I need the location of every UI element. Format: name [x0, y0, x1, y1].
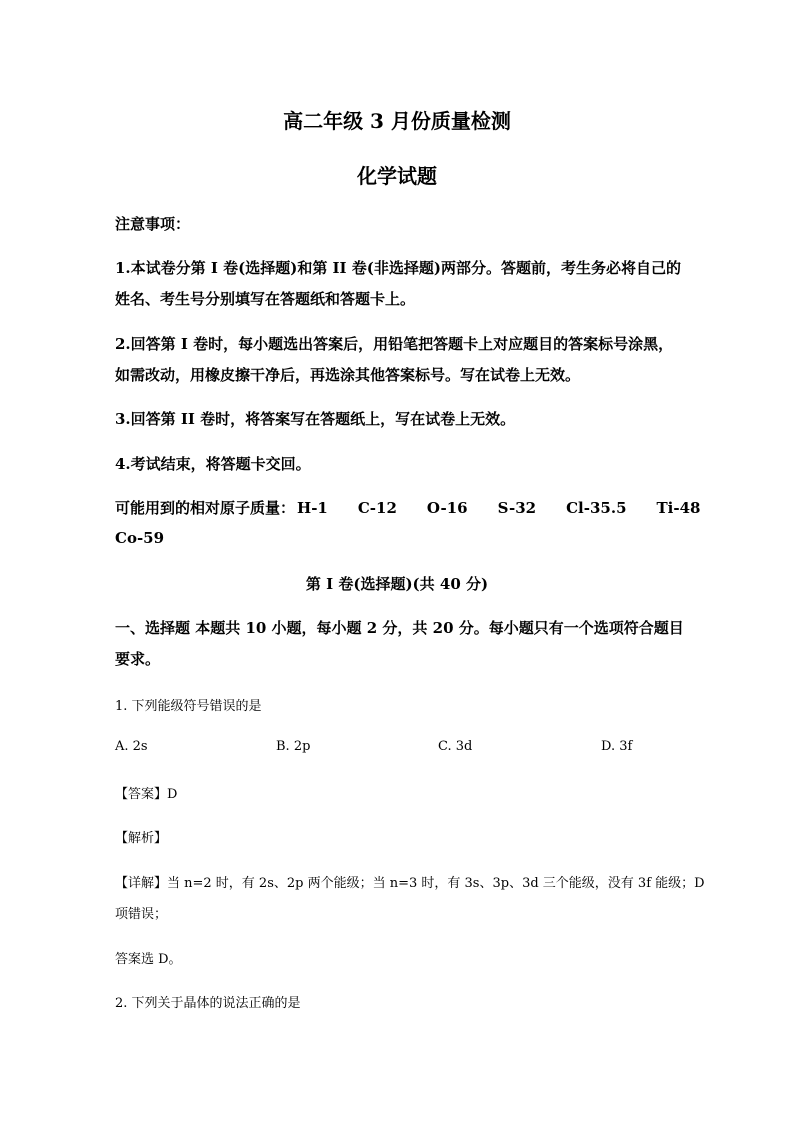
notice-item-4: 4.考试结束，将答题卡交回。	[115, 455, 311, 473]
section-instruction-line-1: 一、选择题 本题共 10 小题，每小题 2 分，共 20 分。每小题只有一个选项符合题目	[115, 619, 684, 637]
notice-heading: 注意事项：	[115, 215, 191, 233]
question-1-analysis-label: 【解析】	[115, 831, 168, 846]
question-1-option-a: A. 2s	[115, 739, 148, 754]
mass-ti: Ti-48	[656, 499, 701, 517]
notice-item-3: 3.回答第 II 卷时，将答案写在答题纸上，写在试卷上无效。	[115, 410, 516, 428]
notice-item-2-line-2: 如需改动，用橡皮擦干净后，再选涂其他答案标号。写在试卷上无效。	[115, 366, 581, 384]
section-title: 第 I 卷(选择题)(共 40 分)	[305, 575, 489, 593]
atomic-masses-label: 可能用到的相对原子质量：	[115, 499, 296, 517]
notice-item-1-line-1: 1.本试卷分第 I 卷(选择题)和第 II 卷(非选择题)两部分。答题前，考生务必将自己的	[115, 259, 681, 277]
mass-o: O-16	[426, 499, 468, 517]
question-1-answer: 【答案】D	[115, 787, 178, 802]
question-1-option-c: C. 3d	[438, 739, 473, 754]
question-1-stem: 1. 下列能级符号错误的是	[115, 699, 262, 714]
section-instruction-line-2: 要求。	[115, 650, 161, 668]
subject-title: 化学试题	[357, 164, 437, 188]
mass-h: H-1	[297, 499, 328, 517]
atomic-masses-line	[115, 497, 700, 518]
notice-item-2-line-1: 2.回答第 I 卷时，每小题选出答案后，用铅笔把答题卡上对应题目的答案标号涂黑，	[115, 335, 674, 353]
question-1-detail-line-1: 【详解】当 n=2 时，有 2s、2p 两个能级；当 n=3 时，有 3s、3p、3d 三个能级，没有 3f 能级；D	[115, 876, 705, 891]
notice-item-1-line-2: 姓名、考生号分别填写在答题纸和答题卡上。	[115, 290, 416, 308]
question-1-detail-line-2: 项错误；	[115, 907, 168, 922]
exam-title: 高二年级 3 月份质量检测	[283, 109, 511, 133]
mass-cl: Cl-35.5	[566, 499, 627, 517]
atomic-masses-continued: Co-59	[115, 529, 165, 547]
question-1-option-b: B. 2p	[276, 739, 311, 754]
mass-c: C-12	[357, 499, 397, 517]
mass-s: S-32	[497, 499, 537, 517]
question-1-conclusion: 答案选 D。	[115, 952, 182, 967]
question-2-stem: 2. 下列关于晶体的说法正确的是	[115, 996, 301, 1011]
question-1-option-d: D. 3f	[601, 739, 633, 754]
